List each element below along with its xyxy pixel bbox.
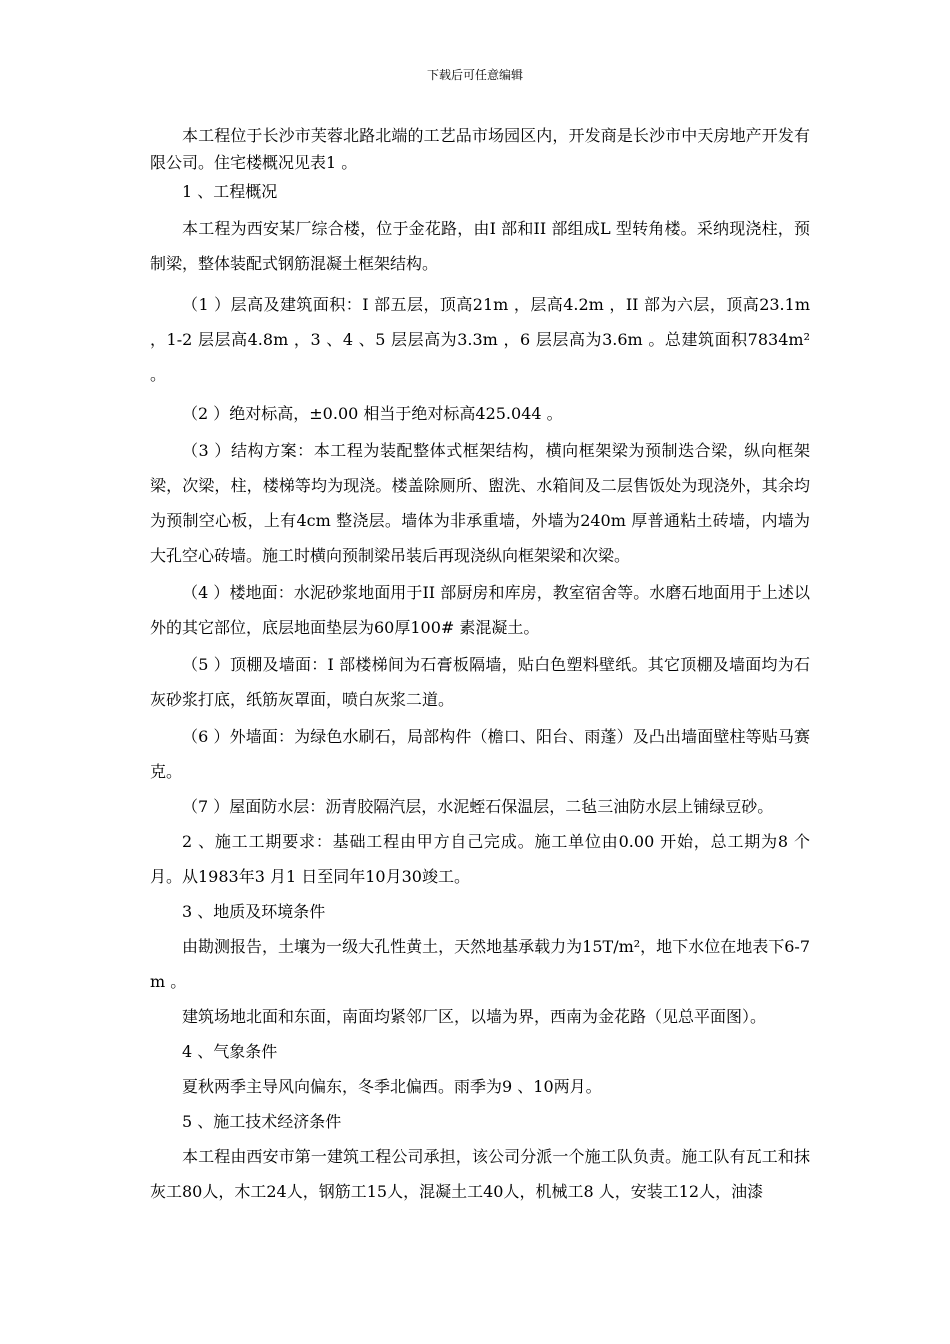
schedule-paragraph: 2 、施工工期要求：基础工程由甲方自己完成。施工单位由0.00 开始，总工期为8 个月。从1983年3 月1 日至同年10月30竣工。 xyxy=(150,832,810,886)
section-heading-climate: 4 、气象条件 xyxy=(182,1042,278,1061)
roof-waterproof-paragraph: （7 ）屋面防水层：沥青胶隔汽层，水泥蛭石保温层，二毡三油防水层上铺绿豆砂。 xyxy=(182,797,774,816)
overview-paragraph: 本工程为西安某厂综合楼，位于金花路，由I 部和II 部组成L 型转角楼。采纳现浇柱，预制梁，整体装配式钢筋混凝土框架结构。 xyxy=(150,219,810,273)
conditions-paragraph: 本工程由西安市第一建筑工程公司承担，该公司分派一个施工队负责。施工队有瓦工和抹灰工80人，木工24人，钢筋工15人，混凝土工40人，机械工8 人，安装工12人，油漆 xyxy=(150,1147,810,1201)
exterior-wall-paragraph: （6 ）外墙面：为绿色水刷石，局部构件（檐口、阳台、雨蓬）及凸出墙面壁柱等贴马赛克。 xyxy=(150,727,810,781)
floor-height-paragraph: （1 ）层高及建筑面积：I 部五层，顶高21m ，层高4.2m ，II 部为六层，顶高23.1m ，1-2 层层高4.8m ，3 、4 、5 层层高为3.3m ，6 层层高为3.6m 。总建筑面积7834m² 。 xyxy=(150,295,810,384)
intro-paragraph: 本工程位于长沙市芙蓉北路北端的工艺品市场园区内，开发商是长沙市中天房地产开发有限公司。住宅楼概况见表1 。 xyxy=(150,126,810,172)
site-paragraph: 建筑场地北面和东面，南面均紧邻厂区，以墙为界，西南为金花路（见总平面图）。 xyxy=(182,1007,767,1026)
page-header-note: 下载后可任意编辑 xyxy=(426,68,523,82)
ceiling-wall-paragraph: （5 ）顶棚及墙面：I 部楼梯间为石膏板隔墙，贴白色塑料壁纸。其它顶棚及墙面均为石灰砂浆打底，纸筋灰罩面，喷白灰浆二道。 xyxy=(150,655,810,709)
geology-paragraph: 由勘测报告，土壤为一级大孔性黄土，天然地基承载力为15T/m²，地下水位在地表下6-7m 。 xyxy=(150,937,810,991)
elevation-paragraph: （2 ）绝对标高，±0.00 相当于绝对标高425.044 。 xyxy=(182,404,563,423)
section-heading-geology: 3 、地质及环境条件 xyxy=(182,902,326,921)
climate-paragraph: 夏秋两季主导风向偏东，冬季北偏西。雨季为9 、10两月。 xyxy=(182,1077,602,1096)
structure-paragraph: （3 ）结构方案：本工程为装配整体式框架结构，横向框架梁为预制迭合梁，纵向框架梁，次梁，柱，楼梯等均为现浇。楼盖除厕所、盥洗、水箱间及二层售饭处为现浇外，其余均为预制空心板，上有4cm 整浇层。墙体为非承重墙，外墙为240m 厚普通粘土砖墙，内墙为大孔空心砖墙。施工时横向预制梁吊装后再现浇纵向框架梁和次梁。 xyxy=(150,441,810,565)
document-body xyxy=(150,122,810,1209)
section-heading-overview: 1 、工程概况 xyxy=(182,182,278,201)
section-heading-conditions: 5 、施工技术经济条件 xyxy=(182,1112,342,1131)
floor-paragraph: （4 ）楼地面：水泥砂浆地面用于II 部厨房和库房，教室宿舍等。水磨石地面用于上述以外的其它部位，底层地面垫层为60厚100# 素混凝土。 xyxy=(150,583,810,637)
